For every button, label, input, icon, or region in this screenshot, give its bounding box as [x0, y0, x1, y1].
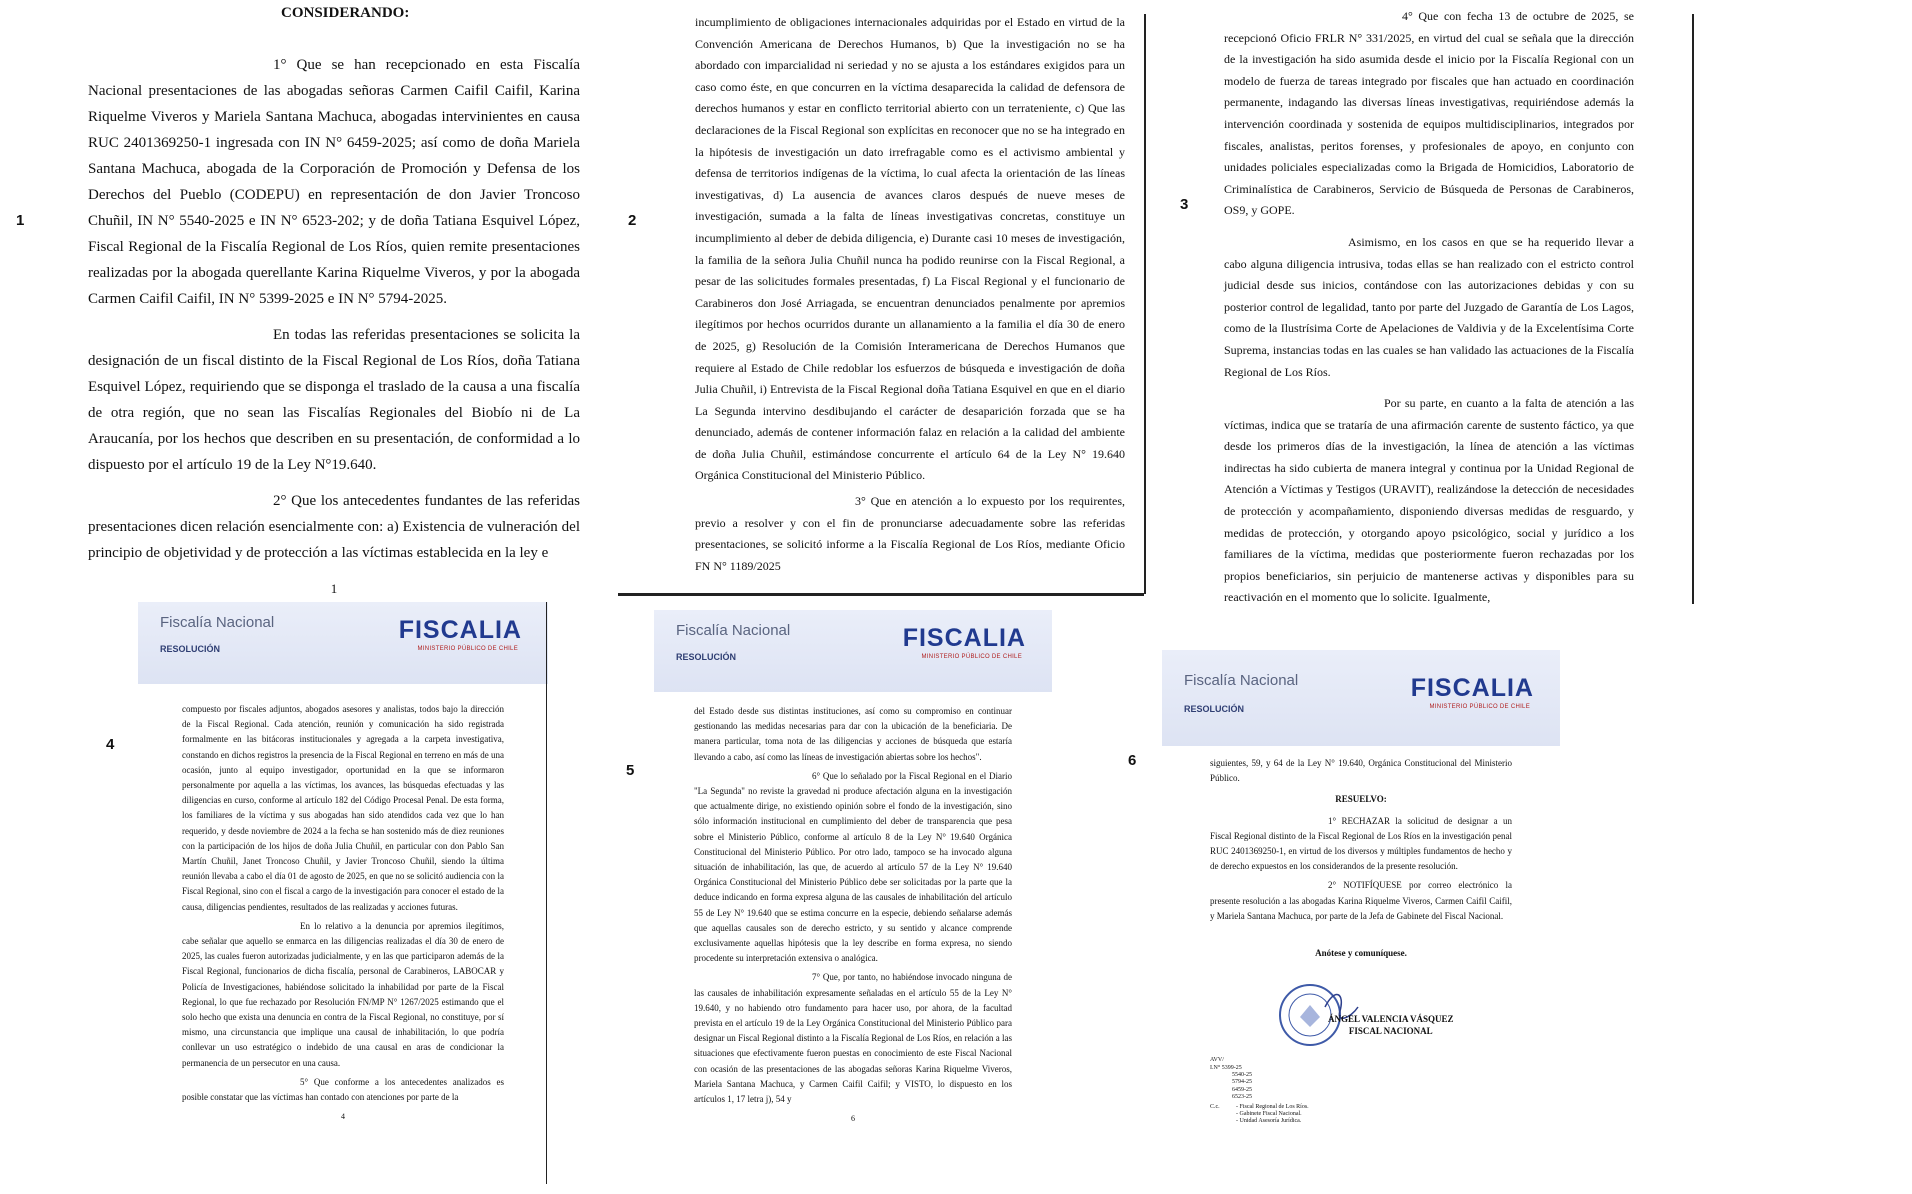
- panel-number: 5: [626, 762, 635, 779]
- page-6: [1162, 650, 1560, 1188]
- official-seal: [1270, 967, 1360, 1057]
- header-doc-type: RESOLUCIÓN: [160, 644, 221, 654]
- paragraph: compuesto por fiscales adjuntos, abogados asesores y analistas, todos bajo la dirección de la Fiscal Regional. Cada atención, reunión y comunicación ha sido registrada formalmente en las bitácoras institucionales y agregada a la carpeta investigativa, constando en dichos registros la presencia de la Fiscal Regional en terreno en más de una ocasión, junto al equipo investigador, oportunidad en la que se informaron personalmente por aquella a las víctimas, los avances, las búsquedas efectuadas y las diligencias en curso, conforme al artículo 182 del Código Procesal Penal. De esta forma, los familiares de la víctima y sus abogadas han sido atendidos cada vez que lo han requerido, y desde noviembre de 2024 a la fecha se han sostenido más de diez reuniones con la participación de los hijos de doña Julia Chuñil, en particular con don Pablo San Martín Chuñil, Janet Troncoso Chuñil, y Javier Troncoso Chuñil, siendo la última reunión llevaba a cabo el día 01 de agosto de 2025, en que no se solicitó audiencia con la Fiscal Regional, sino con el fiscal a cargo de la investigación para conocer el estado de la causa, diligencias pendientes, resultados de las realizadas y acciones futuras.: [182, 704, 504, 912]
- cc-item: - Unidad Asesoría Jurídica.: [1236, 1118, 1302, 1125]
- fiscalia-logo: FISCALIA: [902, 624, 1026, 652]
- considerando-heading: CONSIDERANDO:: [281, 5, 410, 21]
- page-number: 1: [330, 581, 338, 596]
- page-number: 6: [851, 1114, 855, 1124]
- paragraph: 3° Que en atención a lo expuesto por los requirentes, previo a resolver y con el fin de pronunciarse adecuadamente sobre las referidas presentaciones, se solicitó informe a la Fiscalía Regional de Los Ríos, mediante Oficio FN N° 1189/2025: [695, 494, 1125, 573]
- document-header: [1162, 650, 1560, 746]
- header-org: Fiscalía Nacional: [1184, 672, 1299, 689]
- paragraph: del Estado desde sus distintas instituciones, así como su compromiso en continuar gestionando las medidas necesarias para dar con la ubicación de la beneficiaria. De manera particular, toma nota de las diligencias y acciones de búsqueda que estaría llevando a cabo, así como las líneas de investigación abiertas sobre los hechos".: [694, 706, 1012, 762]
- document-header: [138, 602, 548, 684]
- in-number: 6459-25: [1232, 1086, 1252, 1093]
- fiscalia-logo-subtitle: MINISTERIO PÚBLICO DE CHILE: [1429, 704, 1530, 710]
- document-header: [654, 610, 1052, 692]
- paragraph: En lo relativo a la denuncia por apremios ilegítimos, cabe señalar que aquello se enmarca en las diligencias realizadas el día 30 de enero de 2025, las cuales fueron autorizadas judicialmente, y en las que participaron además de la Fiscal Regional, funcionarios de dicha fiscalía, personal de Carabineros, LABOCAR y Policía de Investigaciones, habiéndose solicitado la inhabilidad por parte de la Fiscal Regional, lo que fue rechazado por Resolución FN/MP N° 1267/2025 estimando que el solo hecho que exista una denuncia en contra de la Fiscal Regional, no constituye, por sí mismo, una circunstancia que implique una causal de inhabilitación, lo que podría conllevar un uso estratégico o indebido de una causal en aras de condicionar la permanencia de un persecutor en una causa.: [182, 920, 504, 1068]
- paragraph: 7° Que, por tanto, no habiéndose invocado ninguna de las causales de inhabilitación expresamente señaladas en el artículo 55 de la Ley N° 19.640, y no habiendo otro fundamento para hacer uso, por ahora, de la facultad prevista en el artículo 19 de la Ley Orgánica Constitucional del Ministerio Público para designar un Fiscal Regional distinto a la Fiscalía Regional de Los Ríos, en relación a las situaciones que efectivamente fueron puestas en conocimiento de este Fiscal Nacional con ocasión de las presentaciones de las abogadas señoras Karina Riquelme Viveros, Mariela Santana Machuca, y Carmen Caifil Caifil; y VISTO, lo dispuesto en los artículos 1, 17 letra j), 54 y: [694, 972, 1012, 1105]
- paragraph: 5° Que conforme a los antecedentes analizados es posible constatar que las víctimas han contado con atenciones por parte de la: [182, 1076, 504, 1103]
- panel-number: 4: [106, 736, 115, 753]
- panel-number: 1: [16, 212, 25, 229]
- page-edge: [1692, 14, 1694, 604]
- paragraph: 4° Que con fecha 13 de octubre de 2025, se recepcionó Oficio FRLR N° 331/2025, en virtud del cual se señala que la dirección de la investigación ha sido asumida desde el inicio por la Fiscalía Regional con un modelo de fuerza de tareas integrado por fiscales que han actuado en coordinación permanente, indagando las diversas líneas investigativas, requiriéndose además la intervención coordinada y sostenida de equipos multidisciplinarios, integrados por fiscales, analistas, peritos forenses, y profesionales de apoyo, en conjunto con unidades policiales especializadas como la Brigada de Homicidios, Laboratorio de Criminalística de Carabineros, Servicio de Búsqueda de Personas de Carabineros, OS9, y GOPE.: [1224, 9, 1634, 218]
- page-3: [1166, 0, 1696, 604]
- paragraph: incumplimiento de obligaciones internacionales adquiridas por el Estado en virtud de la Convención Americana de Derechos Humanos, b) Que la investigación no se ha abordado con imparcialidad ni seriedad y no se ajusta a los estándares exigidos para un caso como éste, en que concurren en la víctima desaparecida la calidad de defensora de derechos humanos y estar en conflicto territorial abierto con un terrateniente, c) Que las declaraciones de la Fiscal Regional son explícitas en reconocer que no se ha integrado en la hipótesis de investigación un dato irrefragable como es el activismo ambiental y defensa de territorios indígenas de la víctima, lo cual afecta la orientación de las líneas investigativas, d) La ausencia de avances claros después de nueve meses de investigación, sumada a la falta de líneas investigativas concretas, constituye un incumplimiento al deber de debida diligencia, e) Durante casi 10 meses de investigación, la familia de la señora Julia Chuñil nunca ha podido reunirse con la Fiscal Regional, a pesar de las solicitudes formales presentadas, f) La Fiscal Regional y el funcionario de Carabineros don José Arriagada, se encuentran denunciados penalmente por apremios ilegítimos por hechos ocurridos durante un allanamiento a la familia el día 30 de enero de 2025, g) Resolución de la Comisión Interamericana de Derechos Humanos que requiere al Estado de Chile redoblar los esfuerzos de búsqueda e investigación de doña Julia Chuñil, i) Entrevista de la Fiscal Regional doña Tatiana Esquivel en que en el diario La Segunda intervino desdibujando el carácter de desaparición forzada que se ha denunciado, además de contener información falaz en relación a la calidad del ambiente de doña Julia Chuñil, estimándose concurrente el artículo 64 de la Ley N° 19.640 Orgánica Constitucional del Ministerio Público.: [695, 15, 1125, 483]
- header-doc-type: RESOLUCIÓN: [1184, 704, 1245, 714]
- in-number: 5540-25: [1232, 1072, 1252, 1079]
- resuelvo-heading: RESUELVO:: [1335, 794, 1387, 805]
- panel-number: 2: [628, 212, 637, 229]
- page-1: [0, 0, 600, 596]
- resolution-item: 2° NOTIFÍQUESE por correo electrónico la presente resolución a las abogadas Karina Riquelme Viveros, Carmen Caifil Caifil, y Mariela Santana Machuca, por parte de la Jefa de Gabinete del Fiscal Nacional.: [1210, 880, 1512, 921]
- page-edge: [618, 593, 1144, 596]
- panel-number: 3: [1180, 196, 1189, 213]
- fiscalia-logo-subtitle: MINISTERIO PÚBLICO DE CHILE: [921, 654, 1022, 660]
- page-edge: [546, 602, 547, 1184]
- signer-name: ÁNGEL VALENCIA VÁSQUEZ: [1328, 1014, 1454, 1025]
- page-edge: [1144, 14, 1146, 594]
- fiscalia-logo-subtitle: MINISTERIO PÚBLICO DE CHILE: [417, 646, 518, 652]
- in-number: 5794-25: [1232, 1079, 1252, 1086]
- header-org: Fiscalía Nacional: [676, 622, 791, 639]
- cc-label: C.c.: [1210, 1103, 1220, 1110]
- cc-item: - Gabinete Fiscal Nacional.: [1236, 1111, 1302, 1118]
- paragraph: 6° Que lo señalado por la Fiscal Regional en el Diario "La Segunda" no reviste la gravedad ni produce afectación alguna en la investigación que actualmente dirige, no existiendo opinión sobre el fondo de la investigación, sino sólo información institucional en cumplimiento del deber de transparencia que pesa sobre el Ministerio Público, conforme al artículo 8 de la Ley N° 19.640 Orgánica Constitucional del Ministerio Público. Por otro lado, tampoco se ha invocado alguna situación de inhabilitación, las que, de acuerdo al artículo 57 de la Ley N° 19.640 Orgánica Constitucional del Ministerio Público debe ser solicitadas por la parte que la deduce indicando en forma expresa alguna de las causales de inhabilitación del artículo 55 de Ley N° 19.640 que se estima concurre en la especie, debiendo señalarse además que aquellas causales son de derecho estricto, y su sentido y alcance comprende exclusivamente aquellas hipótesis que la ley describe en forma expresa, no siendo procedente su interpretación extensiva o analógica.: [694, 770, 1012, 964]
- page-4: [138, 602, 548, 1186]
- resolution-item: 1° RECHAZAR la solicitud de designar a un Fiscal Regional distinto de la Fiscal Regional de Los Ríos en la investigación penal RUC 2401369250-1, en virtud de los diversos y múltiples fundamentos de hecho y de derecho expuestos en los considerandos de la presente resolución.: [1210, 815, 1512, 872]
- page-number: 4: [341, 1112, 345, 1122]
- fiscalia-logo: FISCALIA: [398, 616, 522, 644]
- paragraph: 1° Que se han recepcionado en esta Fiscalía Nacional presentaciones de las abogadas señoras Carmen Caifil Caifil, Karina Riquelme Viveros y Mariela Santana Machuca, abogadas intervinientes en causa RUC 2401369250-1 ingresada con IN N° 6459-2025; así como de doña Mariela Santana Machuca, abogada de la Corporación de Promoción y Defensa de los Derechos del Pueblo (CODEPU) en representación de don Javier Troncoso Chuñil, IN N° 5540-2025 e IN N° 6523-202; y de doña Tatiana Esquivel López, Fiscal Regional de la Fiscalía Regional de Los Ríos, quien remite presentaciones realizadas por la abogada querellante Karina Riquelme Viveros, y por la abogada Carmen Caifil Caifil, IN N° 5399-2025 e IN N° 5794-2025.: [88, 57, 580, 307]
- header-doc-type: RESOLUCIÓN: [676, 652, 737, 662]
- signer-title: FISCAL NACIONAL: [1348, 1026, 1433, 1037]
- paragraph: 2° Que los antecedentes fundantes de las referidas presentaciones dicen relación esencialmente con: a) Existencia de vulneración del principio de objetividad y de protección a las víctimas establecida en la ley e: [88, 493, 580, 561]
- in-number: 6523-25: [1232, 1094, 1252, 1101]
- paragraph: siguientes, 59, y 64 de la Ley N° 19.640, Orgánica Constitucional del Ministerio Público.: [1210, 758, 1512, 784]
- paragraph: En todas las referidas presentaciones se solicita la designación de un fiscal distinto de la Fiscal Regional de Los Ríos, doña Tatiana Esquivel López, requiriendo que se disponga el traslado de la causa a una fiscalía de otra región, que no sean las Fiscalías Regionales del Biobío ni de La Araucanía, por los hechos que describen en su presentación, de conformidad a lo dispuesto por el artículo 19 de la Ley N°19.640.: [88, 327, 580, 473]
- cc-item: - Fiscal Regional de Los Ríos.: [1236, 1103, 1309, 1110]
- header-org: Fiscalía Nacional: [160, 614, 275, 631]
- closing-text: Anótese y comuníquese.: [1315, 948, 1407, 959]
- paragraph: Asimismo, en los casos en que se ha requerido llevar a cabo alguna diligencia intrusiva, todas ellas se han realizado con el estricto control judicial desde sus inicios, contándose con las autorizaciones debidas y con su posterior control de legalidad, tanto por parte del Juzgado de Garantía de Los Lagos, como de la Ilustrísima Corte de Apelaciones de Valdivia y de la Excelentísima Corte Suprema, instancias todas en las cuales se han validado las actuaciones de la Fiscalía Regional de Los Ríos.: [1224, 234, 1634, 379]
- paragraph: Por su parte, en cuanto a la falta de atención a las víctimas, indica que se trataría de una afirmación carente de sustento fáctico, ya que desde los primeros días de la investigación, la línea de atención a las víctimas indirectas ha sido cubierta de manera integral y continua por la Unidad Regional de Atención a Víctimas y Testigos (URAVIT), realizándose la detección de necesidades de protección y acompañamiento, disponiendo diversas medidas de resguardo, y medidas de protección, y otorgando apoyo psicológico, social y jurídico a los familiares de la víctima, medidas que posteriormente fueron rechazadas por los propios beneficiarios, sin perjuicio de mantenerse activas y disponibles para su reactivación en el momento que lo solicite. Igualmente,: [1224, 396, 1634, 605]
- initials: AVV/: [1210, 1057, 1224, 1064]
- fiscalia-logo: FISCALIA: [1410, 674, 1534, 702]
- page-2: [620, 0, 1148, 592]
- panel-number: 6: [1128, 752, 1137, 769]
- in-number: I.N° 5399-25: [1210, 1064, 1242, 1071]
- page-5: [654, 610, 1052, 1194]
